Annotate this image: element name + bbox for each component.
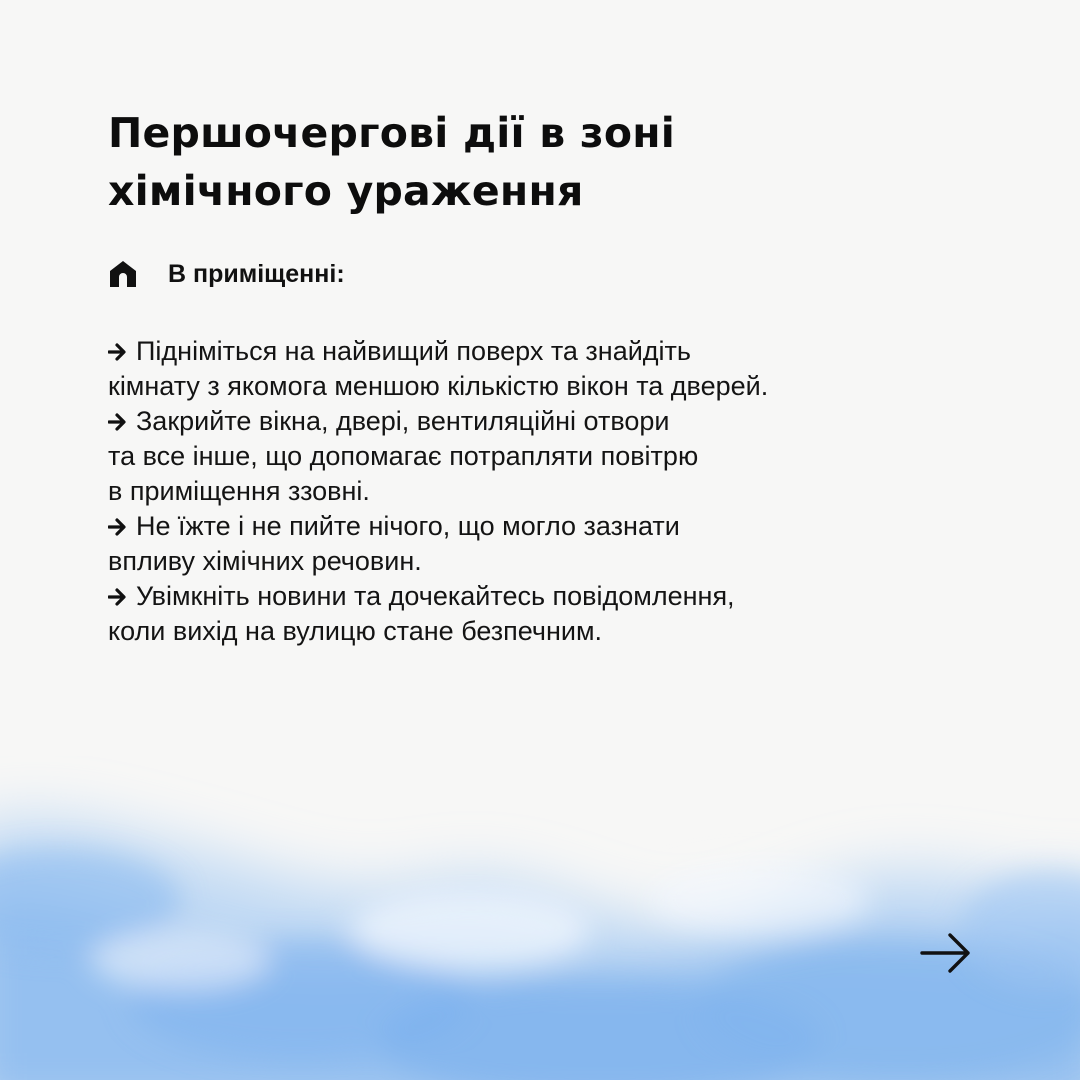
item-line: коли вихід на вулицю стане безпечним. [108,616,603,646]
section-header [108,255,345,293]
item-text: Не їжте і не пийте нічого, що могло зазнати [136,511,680,541]
title-line: хімічного ураження [108,167,584,215]
list-item [108,579,1008,649]
list-item [108,404,1008,509]
next-slide-button[interactable] [918,930,974,976]
section-label: В приміщенні: [168,259,345,288]
arrow-right-icon [918,930,974,976]
page-title [108,104,988,220]
item-line: та все інше, що допомагає потрапляти повітрю [108,441,699,471]
house-icon [108,259,138,289]
item-line: впливу хімічних речовин. [108,546,422,576]
item-text: Закрийте вікна, двері, вентиляційні отвори [136,406,670,436]
arrow-right-icon [108,413,130,431]
arrow-right-icon [108,588,130,606]
item-line [108,509,1008,544]
item-line [108,579,1008,614]
item-text: Підніміться на найвищий поверх та знайдіть [136,336,691,366]
item-line: в приміщення ззовні. [108,476,370,506]
title-line: Першочергові дії в зоні [108,109,676,157]
item-line [108,334,1008,369]
item-line: кімнату з якомога меншою кількістю вікон та дверей. [108,371,769,401]
arrow-right-icon [108,518,130,536]
item-line [108,404,1008,439]
arrow-right-icon [108,343,130,361]
list-item [108,509,1008,579]
list-item [108,334,1008,404]
item-text: Увімкніть новини та дочекайтесь повідомлення, [136,581,735,611]
instruction-list [108,334,1008,649]
